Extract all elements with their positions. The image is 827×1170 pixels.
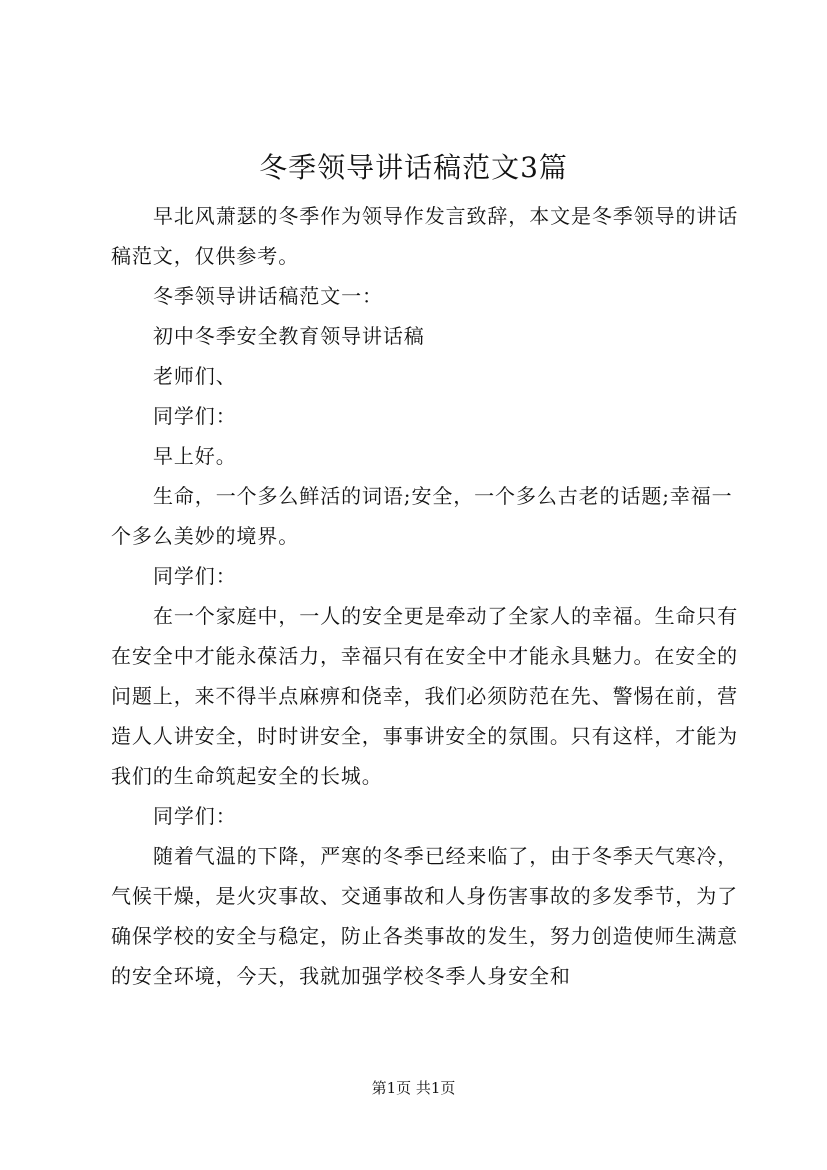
page-number: 第1页 bbox=[371, 1079, 412, 1097]
paragraph: 老师们、 bbox=[153, 364, 237, 388]
paragraph: 同学们： bbox=[153, 564, 237, 588]
paragraph: 冬季领导讲话稿范文一： bbox=[153, 284, 383, 308]
paragraph: 早北风萧瑟的冬季作为领导作发言致辞，本文是冬季领导的讲话稿范文，仅供参考。 bbox=[111, 204, 739, 268]
paragraph: 同学们： bbox=[153, 804, 237, 828]
page-total: 共1页 bbox=[415, 1079, 456, 1097]
paragraph: 随着气温的下降，严寒的冬季已经来临了，由于冬季天气寒冷，气候干燥，是火灾事故、交通事故和人身伤害事故的多发季节，为了确保学校的安全与稳定，防止各类事故的发生，努力创造使师生满意的安全环境，今天，我就加强学校冬季人身安全和 bbox=[111, 844, 739, 988]
paragraph: 早上好。 bbox=[153, 444, 237, 468]
document-body bbox=[111, 196, 751, 996]
paragraph: 生命，一个多么鲜活的词语;安全，一个多么古老的话题;幸福一个多么美妙的境界。 bbox=[111, 484, 733, 548]
paragraph: 在一个家庭中，一人的安全更是牵动了全家人的幸福。生命只有在安全中才能永葆活力，幸福只有在安全中才能永具魅力。在安全的问题上，来不得半点麻痹和侥幸，我们必须防范在先、警惕在前，营造人人讲安全，时时讲安全，事事讲安全的氛围。只有这样，才能为我们的生命筑起安全的长城。 bbox=[111, 604, 739, 788]
paragraph: 同学们： bbox=[153, 404, 237, 428]
page-title: 冬季领导讲话稿范文3篇 bbox=[259, 151, 568, 184]
page-footer bbox=[0, 1078, 827, 1098]
paragraph: 初中冬季安全教育领导讲话稿 bbox=[153, 324, 425, 348]
